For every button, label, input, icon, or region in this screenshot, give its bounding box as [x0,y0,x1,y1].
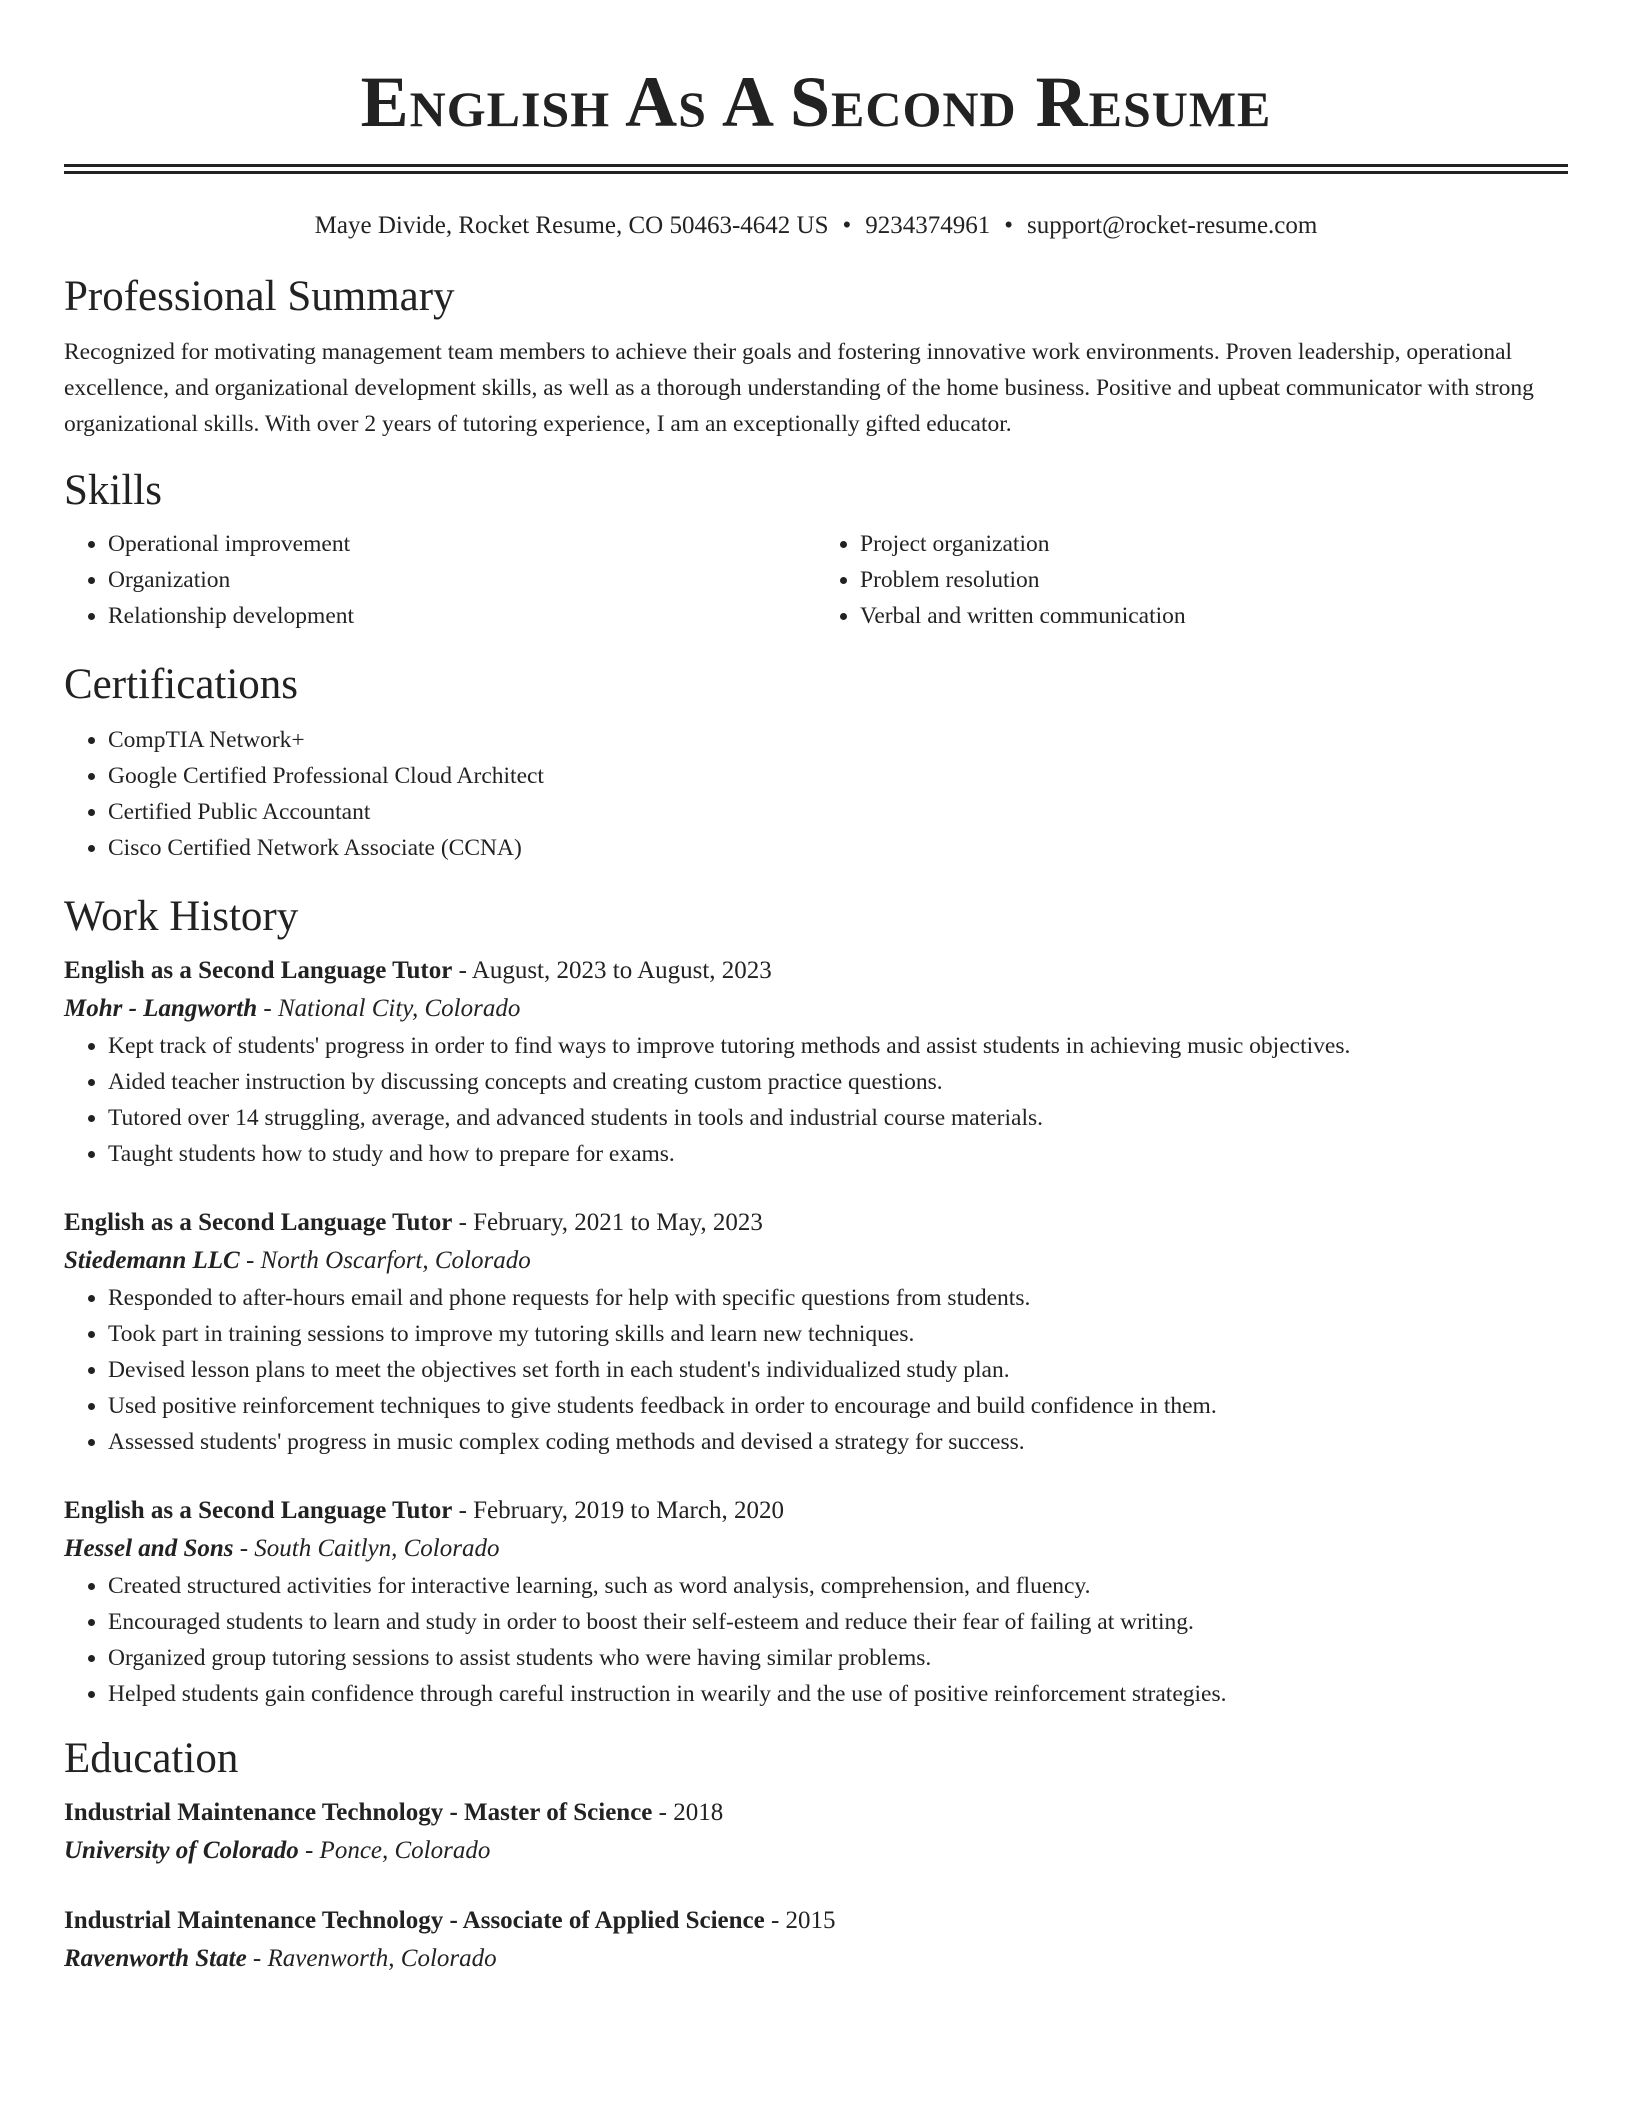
job-org-line [64,1242,1568,1280]
job-company: Mohr - Langworth [64,995,258,1022]
summary-section [64,270,1568,442]
education-year: - 2018 [652,1799,724,1826]
job-bullet: • Used positive reinforcement techniques to give students feedback in order to encourage and build confidence in them. [108,1388,1568,1424]
education-entry [64,1794,1568,1870]
certifications-heading: Certifications [64,661,299,708]
contact-address: Maye Divide, Rocket Resume, CO 50463-4642 US [314,212,829,239]
skill-item: • Verbal and written communication [860,598,1568,634]
education-location: - Ponce, Colorado [298,1837,491,1864]
education-degree: Industrial Maintenance Technology - Master of Science [64,1799,653,1826]
education-school-line [64,1832,1568,1870]
job-header [64,1204,1568,1242]
job-dates: - February, 2021 to May, 2023 [452,1209,763,1236]
education-entry [64,1902,1568,1978]
job-bullet: • Taught students how to study and how to prepare for exams. [108,1136,1568,1172]
work-history-heading: Work History [64,893,299,940]
skills-section [64,464,1568,634]
education-school: University of Colorado [64,1837,299,1864]
job-title: English as a Second Language Tutor [64,1209,453,1236]
job-bullet: • Took part in training sessions to improve my tutoring skills and learn new techniques. [108,1316,1568,1352]
job-header [64,952,1568,990]
certification-item: • Cisco Certified Network Associate (CCNA) [108,830,1568,866]
education-school-line [64,1940,1568,1978]
job-location: - National City, Colorado [257,995,521,1022]
job-org-line [64,990,1568,1028]
summary-text: Recognized for motivating management team members to achieve their goals and fostering innovative work environments. Proven leadership, operational excellence, and organizational development skills, as well as a thorough understanding of the home business. Positive and upbeat communicator with strong organizational skills. With over 2 years of tutoring experience, I am an exceptionally gifted educator. [64,339,1534,437]
job-bullet: • Kept track of students' progress in order to find ways to improve tutoring methods and assist students in achieving music objectives. [108,1028,1568,1064]
skill-item: • Operational improvement [108,526,816,562]
job-bullets [64,1028,1568,1172]
summary-heading: Professional Summary [64,273,455,320]
education-section [64,1732,1568,1978]
resume-title: English As A Second Resume [360,62,1272,142]
education-location: - Ravenworth, Colorado [246,1945,497,1972]
job-entry [64,952,1568,1172]
skills-list-left [64,526,816,634]
certification-item: • CompTIA Network+ [108,722,1568,758]
job-org-line [64,1530,1568,1568]
job-bullet: • Encouraged students to learn and study in order to boost their self-esteem and reduce their fear of failing at writing. [108,1604,1568,1640]
skill-item: • Organization [108,562,816,598]
education-degree: Industrial Maintenance Technology - Associate of Applied Science [64,1907,765,1934]
certifications-section [64,658,1568,866]
job-bullet: • Tutored over 14 struggling, average, and advanced students in tools and industrial course materials. [108,1100,1568,1136]
work-history-section [64,890,1568,1712]
job-bullet: • Created structured activities for interactive learning, such as word analysis, comprehension, and fluency. [108,1568,1568,1604]
skills-list-right [816,526,1568,634]
skill-item: • Problem resolution [860,562,1568,598]
job-company: Hessel and Sons [64,1535,234,1562]
job-bullet: • Organized group tutoring sessions to assist students who were having similar problems. [108,1640,1568,1676]
job-bullet: • Aided teacher instruction by discussing concepts and creating custom practice questions. [108,1064,1568,1100]
job-bullet: • Devised lesson plans to meet the objectives set forth in each student's individualized study plan. [108,1352,1568,1388]
contact-line [64,210,1568,242]
job-bullet: • Helped students gain confidence through careful instruction in wearily and the use of positive reinforcement strategies. [108,1676,1568,1712]
education-school: Ravenworth State [64,1945,247,1972]
education-year: - 2015 [764,1907,836,1934]
education-header [64,1902,1568,1940]
contact-separator: • [842,212,852,239]
job-dates: - February, 2019 to March, 2020 [452,1497,784,1524]
job-title: English as a Second Language Tutor [64,1497,453,1524]
education-header [64,1794,1568,1832]
job-location: - South Caitlyn, Colorado [233,1535,500,1562]
contact-phone: 9234374961 [865,212,991,239]
job-company: Stiedemann LLC [64,1247,240,1274]
certification-item: • Google Certified Professional Cloud Architect [108,758,1568,794]
skills-grid [64,526,1568,634]
contact-separator: • [1004,212,1014,239]
job-bullets [64,1568,1568,1712]
skill-item: • Relationship development [108,598,816,634]
contact-email: support@rocket-resume.com [1027,212,1318,239]
job-header [64,1492,1568,1530]
job-entry [64,1492,1568,1712]
certifications-list [64,722,1568,866]
job-bullet: • Responded to after-hours email and phone requests for help with specific questions from students. [108,1280,1568,1316]
job-bullet: • Assessed students' progress in music complex coding methods and devised a strategy for success. [108,1424,1568,1460]
education-heading: Education [64,1735,239,1782]
job-entry [64,1204,1568,1460]
skill-item: • Project organization [860,526,1568,562]
skills-heading: Skills [64,467,162,514]
certification-item: • Certified Public Accountant [108,794,1568,830]
job-dates: - August, 2023 to August, 2023 [452,957,772,984]
job-bullets [64,1280,1568,1460]
job-location: - North Oscarfort, Colorado [239,1247,531,1274]
job-title: English as a Second Language Tutor [64,957,453,984]
title-double-rule [64,164,1568,174]
